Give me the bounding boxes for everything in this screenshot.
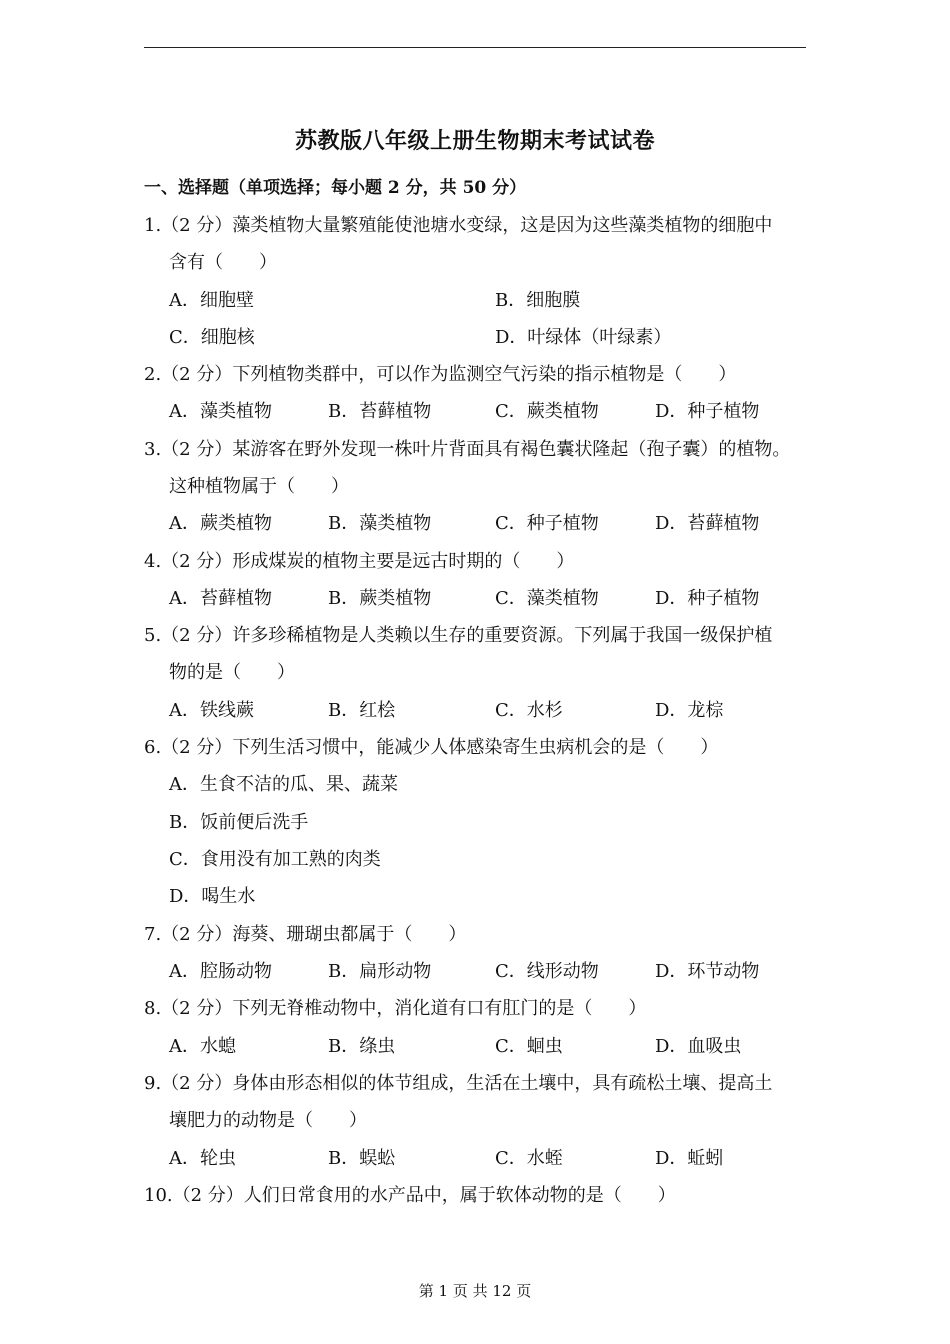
question-8-option-b: B．绦虫 xyxy=(328,1036,396,1057)
question-9-option-d: D．蚯蚓 xyxy=(655,1148,724,1169)
question-1-option-d: D．叶绿体（叶绿素） xyxy=(495,327,672,348)
question-4-option-b: B．蕨类植物 xyxy=(328,588,432,609)
question-5-option-c: C．水杉 xyxy=(495,700,563,721)
question-1-option-c: C．细胞核 xyxy=(169,327,255,348)
question-7-stem: 7.（2 分）海葵、珊瑚虫都属于（ ） xyxy=(144,924,467,945)
question-8-option-a: A．水螅 xyxy=(169,1036,236,1057)
question-7-option-d: D．环节动物 xyxy=(655,961,760,982)
question-3-option-a: A．蕨类植物 xyxy=(169,513,272,534)
question-6-option-c: C．食用没有加工熟的肉类 xyxy=(169,849,381,870)
question-7-option-c: C．线形动物 xyxy=(495,961,599,982)
question-7-option-b: B．扁形动物 xyxy=(328,961,432,982)
question-9-option-c: C．水蛭 xyxy=(495,1148,563,1169)
question-3-option-d: D．苔藓植物 xyxy=(655,513,760,534)
question-1-option-b: B．细胞膜 xyxy=(495,290,581,311)
question-5-option-b: B．红桧 xyxy=(328,700,396,721)
question-9-stem-cont: 壤肥力的动物是（ ） xyxy=(169,1110,367,1131)
question-3-option-b: B．藻类植物 xyxy=(328,513,432,534)
question-1-option-a: A．细胞壁 xyxy=(169,290,254,311)
question-6-option-d: D．喝生水 xyxy=(169,886,256,907)
question-2-option-a: A．藻类植物 xyxy=(169,401,272,422)
question-2-option-d: D．种子植物 xyxy=(655,401,760,422)
question-10-stem: 10.（2 分）人们日常食用的水产品中，属于软体动物的是（ ） xyxy=(144,1185,676,1206)
question-4-stem: 4.（2 分）形成煤炭的植物主要是远古时期的（ ） xyxy=(144,551,575,572)
question-5-stem-cont: 物的是（ ） xyxy=(169,662,295,683)
question-5-stem: 5.（2 分）许多珍稀植物是人类赖以生存的重要资源。下列属于我国一级保护植 xyxy=(144,625,773,646)
question-3-option-c: C．种子植物 xyxy=(495,513,599,534)
question-3-stem: 3.（2 分）某游客在野外发现一株叶片背面具有褐色囊状隆起（孢子囊）的植物。 xyxy=(144,439,791,460)
question-2-stem: 2.（2 分）下列植物类群中，可以作为监测空气污染的指示植物是（ ） xyxy=(144,364,737,385)
question-1-stem: 1.（2 分）藻类植物大量繁殖能使池塘水变绿，这是因为这些藻类植物的细胞中 xyxy=(144,215,773,236)
page-title: 苏教版八年级上册生物期末考试试卷 xyxy=(294,128,655,154)
question-4-option-c: C．藻类植物 xyxy=(495,588,599,609)
question-2-option-c: C．蕨类植物 xyxy=(495,401,599,422)
question-6-stem: 6.（2 分）下列生活习惯中，能减少人体感染寄生虫病机会的是（ ） xyxy=(144,737,719,758)
question-4-option-a: A．苔藓植物 xyxy=(169,588,272,609)
question-9-option-a: A．轮虫 xyxy=(169,1148,236,1169)
question-7-option-a: A．腔肠动物 xyxy=(169,961,272,982)
question-9-option-b: B．蜈蚣 xyxy=(328,1148,396,1169)
question-8-stem: 8.（2 分）下列无脊椎动物中，消化道有口有肛门的是（ ） xyxy=(144,998,647,1019)
question-8-option-d: D．血吸虫 xyxy=(655,1036,742,1057)
question-3-stem-cont: 这种植物属于（ ） xyxy=(169,476,349,497)
question-2-option-b: B．苔藓植物 xyxy=(328,401,432,422)
question-6-option-b: B．饭前便后洗手 xyxy=(169,812,309,833)
question-6-option-a: A．生食不洁的瓜、果、蔬菜 xyxy=(169,774,398,795)
section-heading: 一、选择题（单项选择；每小题 2 分，共 50 分） xyxy=(144,178,527,198)
header-rule xyxy=(144,47,806,48)
question-1-stem-cont: 含有（ ） xyxy=(169,252,277,273)
question-8-option-c: C．蛔虫 xyxy=(495,1036,563,1057)
page-footer: 第 1 页 共 12 页 xyxy=(418,1282,532,1300)
question-4-option-d: D．种子植物 xyxy=(655,588,760,609)
question-5-option-d: D．龙棕 xyxy=(655,700,724,721)
question-9-stem: 9.（2 分）身体由形态相似的体节组成，生活在土壤中，具有疏松土壤、提高土 xyxy=(144,1073,773,1094)
question-5-option-a: A．铁线蕨 xyxy=(169,700,254,721)
